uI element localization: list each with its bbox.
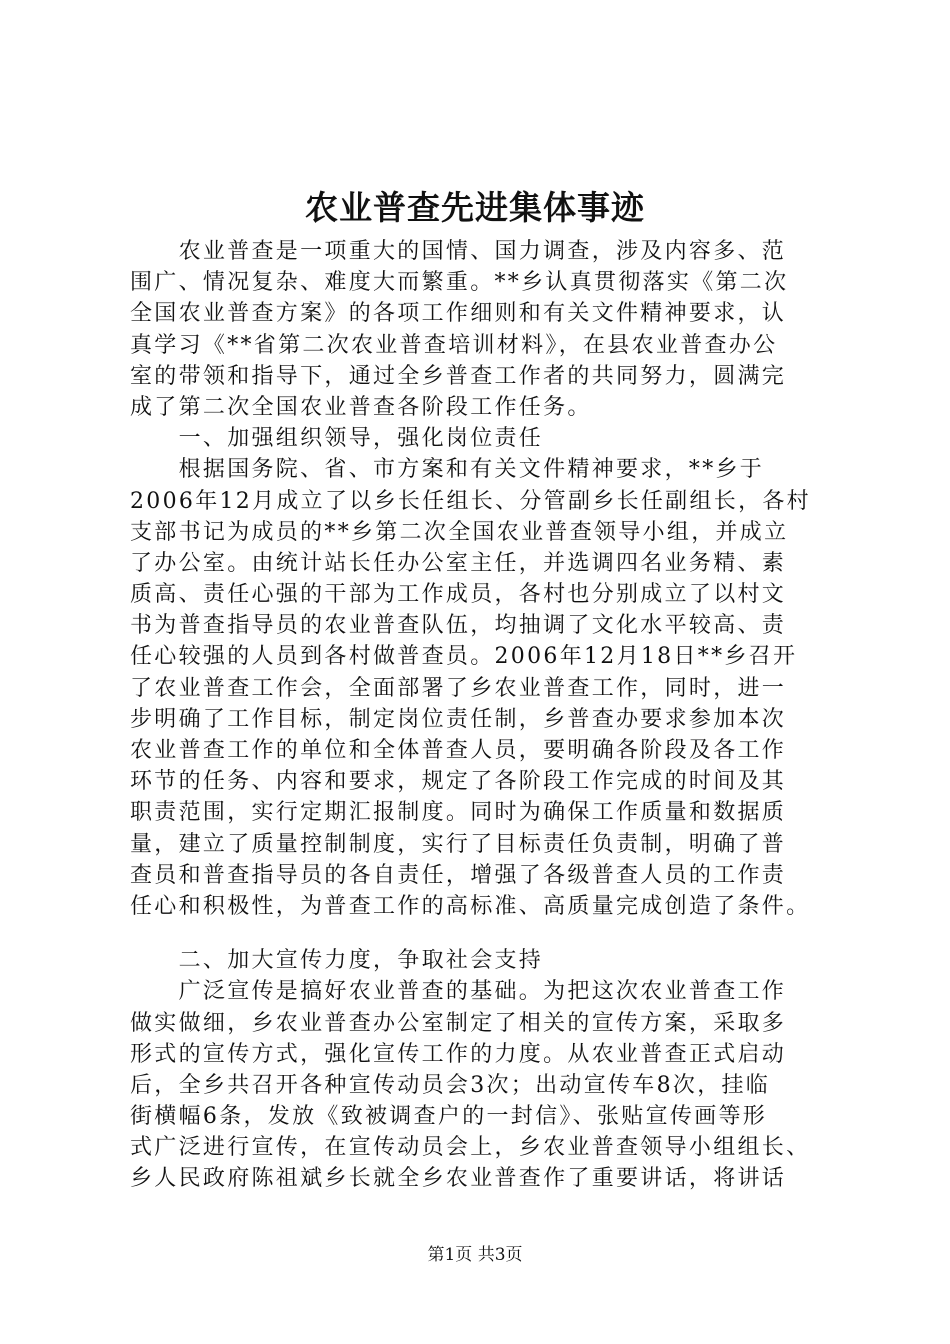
paragraph-block-2 <box>130 945 850 1195</box>
text-line: 了农业普查工作会，全面部署了乡农业普查工作，同时，进一 <box>130 675 787 701</box>
text-line: 环节的任务、内容和要求，规定了各阶段工作完成的时间及其 <box>130 769 787 795</box>
text-line: 全国农业普查方案》的各项工作细则和有关文件精神要求，认 <box>130 301 787 327</box>
text-line: 真学习《**省第二次农业普查培训材料》，在县农业普查办公 <box>130 332 778 358</box>
text-line: 质高、责任心强的干部为工作成员，各村也分别成立了以村文 <box>130 582 787 608</box>
text-line: 后，全乡共召开各种宣传动员会3次；出动宣传车8次，挂临 <box>130 1072 771 1098</box>
text-line: 成了第二次全国农业普查各阶段工作任务。 <box>130 394 592 420</box>
text-line: 支部书记为成员的**乡第二次全国农业普查领导小组，并成立 <box>130 519 789 545</box>
section-heading-2: 二、加大宣传力度，争取社会支持 <box>130 948 544 974</box>
text-line: 形式的宣传方式，强化宣传工作的力度。从农业普查正式启动 <box>130 1041 787 1067</box>
text-line: 步明确了工作目标，制定岗位责任制，乡普查办要求参加本次 <box>130 706 787 732</box>
text-line: 根据国务院、省、市方案和有关文件精神要求，**乡于 <box>130 457 765 483</box>
text-line: 室的带领和指导下，通过全乡普查工作者的共同努力，圆满完 <box>130 363 787 389</box>
text-line: 任心和积极性，为普查工作的高标准、高质量完成创造了条件。 <box>130 893 811 919</box>
section-heading-1: 一、加强组织领导，强化岗位责任 <box>130 426 544 452</box>
text-line: 乡人民政府陈祖斌乡长就全乡农业普查作了重要讲话，将讲话 <box>130 1166 787 1192</box>
text-line: 2006年12月成立了以乡长任组长、分管副乡长任副组长，各村 <box>130 488 811 514</box>
text-line: 农业普查是一项重大的国情、国力调查，涉及内容多、范 <box>130 239 787 264</box>
text-line: 围广、情况复杂、难度大而繁重。**乡认真贯彻落实《第二次 <box>130 270 789 296</box>
text-line: 做实做细，乡农业普查办公室制定了相关的宣传方案，采取多 <box>130 1010 787 1036</box>
text-line: 街横幅6条，发放《致被调查户的一封信》、张贴宣传画等形 <box>130 1104 768 1130</box>
text-line: 书为普查指导员的农业普查队伍，均抽调了文化水平较高、责 <box>130 613 787 639</box>
page-number-footer: 第1页 共3页 <box>427 1245 523 1265</box>
text-line: 量，建立了质量控制制度，实行了目标责任负责制，明确了普 <box>130 831 787 857</box>
document-title: 农业普查先进集体事迹 <box>305 188 645 227</box>
text-line: 农业普查工作的单位和全体普查人员，要明确各阶段及各工作 <box>130 738 787 763</box>
document-body <box>130 236 850 1195</box>
text-line: 式广泛进行宣传，在宣传动员会上，乡农业普查领导小组组长、 <box>130 1135 811 1161</box>
text-line: 查员和普查指导员的各自责任，增强了各级普查人员的工作责 <box>130 862 787 888</box>
text-line: 任心较强的人员到各村做普查员。2006年12月18日**乡召开 <box>130 644 798 670</box>
text-line: 广泛宣传是搞好农业普查的基础。为把这次农业普查工作 <box>130 979 787 1005</box>
text-line: 职责范围，实行定期汇报制度。同时为确保工作质量和数据质 <box>130 800 787 826</box>
text-line: 了办公室。由统计站长任办公室主任，并选调四名业务精、素 <box>130 550 787 576</box>
paragraph-gap <box>130 922 850 945</box>
paragraph-block-1 <box>130 236 850 922</box>
